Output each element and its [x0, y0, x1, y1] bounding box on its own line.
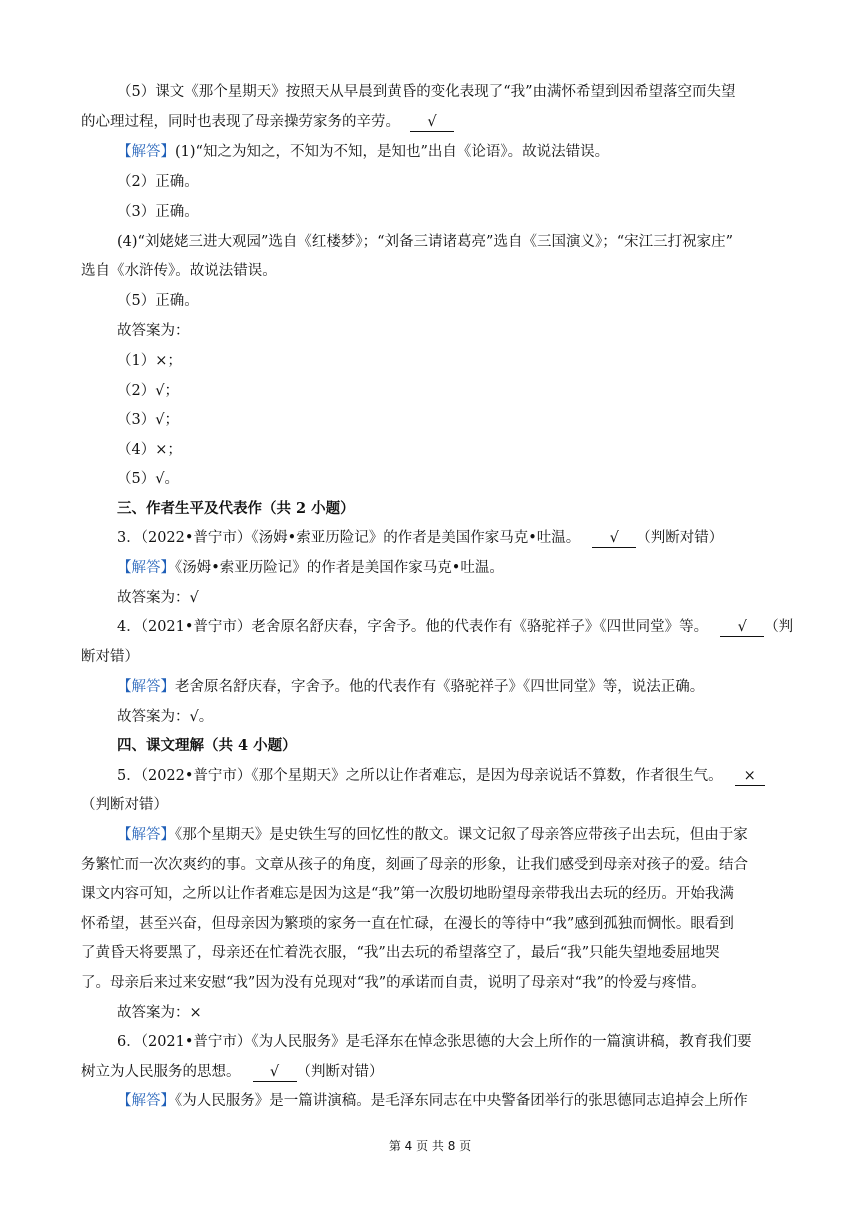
answer-blank: √ — [410, 113, 454, 132]
section-heading-3: 三、作者生平及代表作（共 2 小题） — [117, 500, 355, 517]
answer-5: （5）√。 — [117, 471, 179, 487]
question-5-solution-line1 — [117, 825, 748, 845]
question-5-solution-line5: 了黄昏天将要黑了，母亲还在忙着洗衣服，“我”出去玩的希望落空了，最后“我”只能失望地委屈地哭 — [81, 945, 720, 961]
solution-text: 《那个星期天》是史铁生写的回忆性的散文。课文记叙了母亲答应带孩子出去玩，但由于家 — [175, 827, 748, 843]
question-6-line2 — [81, 1062, 384, 1082]
question-3-text: 3．（2022•普宁市）《汤姆•索亚历险记》的作者是美国作家马克•吐温。 — [117, 530, 581, 546]
question-6-solution-line1 — [117, 1091, 748, 1111]
question-5-text: 5．（2022•普宁市）《那个星期天》之所以让作者难忘，是因为母亲说话不算数，作者很生气。 — [117, 768, 723, 784]
answer-blank: √ — [253, 1063, 297, 1082]
question-5-solution-line3: 课文内容可知，之所以让作者难忘是因为这是“我”第一次殷切地盼望母亲带我出去玩的经历。开始我满 — [81, 886, 734, 902]
question-4-final: 故答案为：√。 — [117, 709, 214, 725]
question-3-final: 故答案为：√ — [117, 590, 199, 606]
solution-text: (1)“知之为知之，不知为不知，是知也”出自《论语》。故说法错误。 — [175, 144, 610, 160]
question-5-solution-line4: 怀希望，甚至兴奋，但母亲因为繁琐的家务一直在忙碌，在漫长的等待中“我”感到孤独而惆怅。眼看到 — [81, 916, 734, 932]
solution-p2: （2）正确。 — [117, 174, 199, 190]
solution-label: 【解答】 — [117, 144, 175, 160]
question-5-final: 故答案为：× — [117, 1005, 202, 1021]
question-3-suffix: （判断对错） — [636, 530, 724, 546]
answer-blank: √ — [720, 618, 764, 637]
question-3 — [117, 528, 723, 548]
question-4-text: 4．（2021•普宁市）老舍原名舒庆春，字舍予。他的代表作有《骆驼祥子》《四世同堂》等。 — [117, 619, 709, 635]
answer-4: （4）×； — [117, 442, 182, 458]
question-5-line1 — [117, 766, 765, 786]
answer-blank: √ — [592, 529, 636, 548]
answer-blank: × — [735, 767, 765, 786]
solution-label: 【解答】 — [117, 827, 175, 843]
solution-p5: （5）正确。 — [117, 293, 199, 309]
question-5-solution-line2: 务繁忙而一次次爽约的事。文章从孩子的角度，刻画了母亲的形象，让我们感受到母亲对孩子的爱。结合 — [81, 857, 748, 873]
question-4-suffix: （判 — [764, 619, 794, 635]
question-6-line1: 6．（2021•普宁市）《为人民服务》是毛泽东在悼念张思德的大会上所作的一篇演讲稿，教育我们要 — [117, 1034, 752, 1050]
question-5-solution-line6: 了。母亲后来过来安慰“我”因为没有兑现对“我”的承诺而自责，说明了母亲对“我”的怜爱与疼惜。 — [81, 975, 706, 991]
solution-text: 《为人民服务》是一篇讲演稿。是毛泽东同志在中央警备团举行的张思德同志追掉会上所作 — [175, 1093, 748, 1109]
solution-p4-line1: (4)“刘姥姥三进大观园”选自《红楼梦》；“刘备三请诸葛亮”选自《三国演义》；“宋江三打祝家庄” — [117, 234, 734, 250]
question-6-suffix: （判断对错） — [296, 1064, 384, 1080]
question-6-text: 树立为人民服务的思想。 — [81, 1064, 241, 1080]
q5-sub-line2 — [81, 112, 454, 132]
question-4-line2: 断对错） — [81, 649, 139, 665]
question-3-solution — [117, 558, 504, 578]
solution-p3: （3）正确。 — [117, 204, 199, 220]
solution-label: 【解答】 — [117, 1093, 175, 1109]
question-4-solution — [117, 677, 704, 697]
solution-label: 【解答】 — [117, 560, 175, 576]
solution-text: 《汤姆•索亚历险记》的作者是美国作家马克•吐温。 — [175, 560, 504, 576]
question-5-line2: （判断对错） — [81, 797, 168, 813]
solution-label: 【解答】 — [117, 679, 175, 695]
answer-2: （2）√； — [117, 383, 179, 399]
answer-conclusion: 故答案为： — [117, 323, 190, 339]
page-footer: 第 4 页 共 8 页 — [388, 1139, 472, 1153]
question-4-line1 — [117, 617, 793, 637]
q5-sub-line1: （5）课文《那个星期天》按照天从早晨到黄昏的变化表现了“我”由满怀希望到因希望落空而失望 — [117, 84, 736, 100]
q5-sub-text: 的心理过程，同时也表现了母亲操劳家务的辛劳。 — [81, 114, 400, 130]
solution-line — [117, 142, 609, 162]
solution-text: 老舍原名舒庆春，字舍予。他的代表作有《骆驼祥子》《四世同堂》等，说法正确。 — [175, 679, 705, 695]
answer-3: （3）√； — [117, 412, 179, 428]
section-heading-4: 四、课文理解（共 4 小题） — [117, 737, 297, 754]
solution-p4-line2: 选自《水浒传》。故说法错误。 — [81, 263, 277, 279]
answer-1: （1）×； — [117, 353, 182, 369]
